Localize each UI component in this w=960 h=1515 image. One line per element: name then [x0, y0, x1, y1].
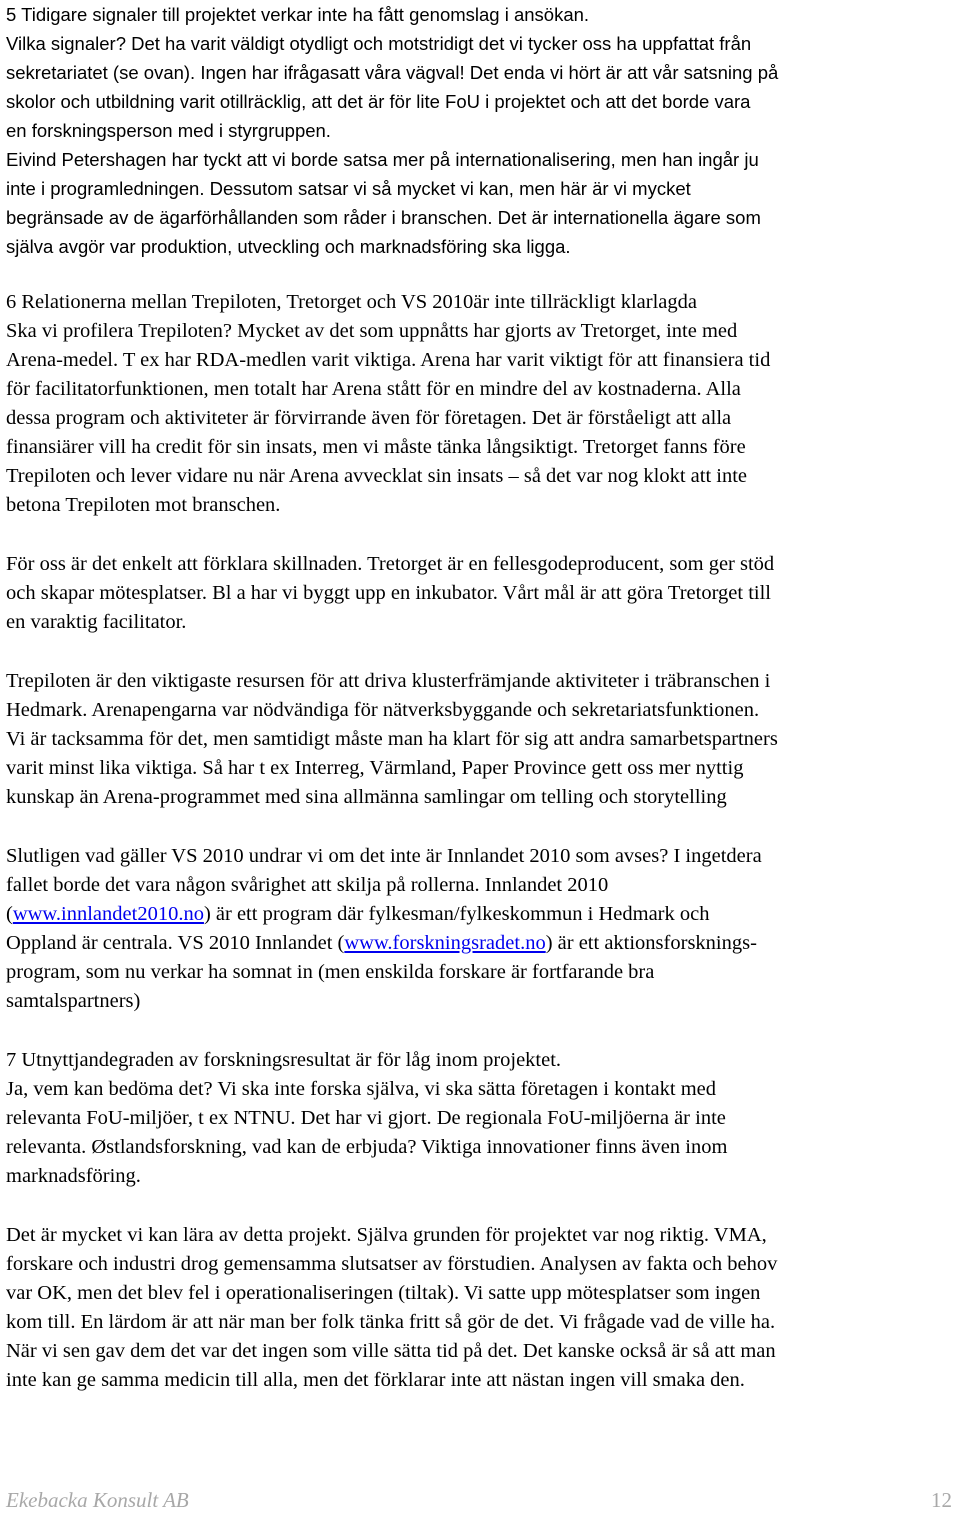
text-line: sekretariatet (se ovan). Ingen har ifrågasatt våra vägval! Det enda vi hört är att vår satsning på [6, 62, 779, 83]
text-line: Trepiloten och lever vidare nu när Arena avvecklat sin insats – så det var nog klokt att inte [6, 465, 748, 487]
text-line: varit minst lika viktiga. Så har t ex Interreg, Värmland, Paper Province gett oss mer nyttig [6, 757, 744, 779]
text-line: skolor och utbildning varit otillräcklig, att det är för lite FoU i projektet och att det borde vara [6, 91, 751, 112]
page-number: 12 [931, 1488, 952, 1512]
text-line: Eivind Petershagen har tyckt att vi borde satsa mer på internationalisering, men han ingår ju [6, 149, 759, 170]
text-line [6, 900, 709, 929]
text-fragment: Oppland är centrala. VS 2010 Innlandet ( [6, 932, 345, 954]
text-line: Hedmark. Arenapengarna var nödvändiga för nätverksbyggande och sekretariatsfunktionen. [6, 699, 760, 721]
section5-heading: 5 Tidigare signaler till projektet verkar inte ha fått genomslag i ansökan. [6, 4, 590, 25]
text-line [6, 929, 757, 958]
text-line: samtalspartners) [6, 990, 141, 1012]
text-line: För oss är det enkelt att förklara skillnaden. Tretorget är en fellesgodeproducent, som ger stöd [6, 553, 775, 575]
text-line: en varaktig facilitator. [6, 611, 187, 633]
text-line: marknadsföring. [6, 1165, 141, 1187]
text-line: relevanta FoU-miljöer, t ex NTNU. Det har vi gjort. De regionala FoU-miljöerna är inte [6, 1107, 726, 1129]
text-line: inte kan ge samma medicin till alla, men det förklarar inte att nästan ingen vill smaka den. [6, 1369, 745, 1391]
text-line: en forskningsperson med i styrgruppen. [6, 120, 331, 141]
text-line: begränsade av de ägarförhållanden som råder i branschen. Det är internationella ägare som [6, 207, 761, 228]
forskningsradet-link[interactable]: www.forskningsradet.no [344, 932, 546, 954]
text-line: dessa program och aktiviteter är förvirrande även för företagen. Det är förståeligt att alla [6, 407, 732, 429]
text-line: för facilitatorfunktionen, men totalt har Arena stått för en mindre del av kostnaderna. Alla [6, 378, 741, 400]
text-line: betona Trepiloten mot branschen. [6, 494, 281, 516]
text-line: Slutligen vad gäller VS 2010 undrar vi om det inte är Innlandet 2010 som avses? I ingetdera [6, 845, 762, 867]
text-line: forskare och industri drog gemensamma slutsatser av förstudien. Analysen av fakta och behov [6, 1253, 778, 1275]
text-line: fallet borde det vara någon svårighet att skilja på rollerna. Innlandet 2010 [6, 874, 609, 896]
text-line: Ja, vem kan bedöma det? Vi ska inte forska själva, vi ska sätta företagen i kontakt med [6, 1078, 716, 1100]
text-line: program, som nu verkar ha somnat in (men enskilda forskare är fortfarande bra [6, 961, 655, 983]
text-fragment: ) är ett aktionsforsknings- [545, 932, 757, 954]
text-line: och skapar mötesplatser. Bl a har vi byggt upp en inkubator. Vårt mål är att göra Tretorget till [6, 582, 771, 604]
section7-heading: 7 Utnyttjandegraden av forskningsresultat är för låg inom projektet. [6, 1049, 562, 1071]
text-fragment: ) är ett program där fylkesman/fylkeskommun i Hedmark och [203, 903, 710, 925]
text-line: Arena-medel. T ex har RDA-medlen varit viktiga. Arena har varit viktigt för att finansiera tid [6, 349, 771, 371]
text-fragment: ( [6, 903, 13, 925]
text-line: Ska vi profilera Trepiloten? Mycket av det som uppnåtts har gjorts av Tretorget, inte med [6, 320, 738, 342]
text-line: Vilka signaler? Det ha varit väldigt otydligt och motstridigt det vi tycker oss ha uppfattat från [6, 33, 752, 54]
text-line: var OK, men det blev fel i operationaliseringen (tiltak). Vi satte upp mötesplatser som ingen [6, 1282, 761, 1304]
text-line: själva avgör var produktion, utveckling och marknadsföring ska ligga. [6, 236, 571, 257]
text-line: inte i programledningen. Dessutom satsar vi så mycket vi kan, men här är vi mycket [6, 178, 691, 199]
section6-heading: 6 Relationerna mellan Trepiloten, Tretorget och VS 2010är inte tillräckligt klarlagda [6, 291, 697, 313]
text-line: Det är mycket vi kan lära av detta projekt. Själva grunden för projektet var nog riktig. VMA, [6, 1224, 767, 1246]
text-line: Vi är tacksamma för det, men samtidigt måste man ha klart för sig att andra samarbetspartners [6, 728, 778, 750]
text-line: relevanta. Østlandsforskning, vad kan de erbjuda? Viktiga innovationer finns även inom [6, 1136, 728, 1158]
text-line: Trepiloten är den viktigaste resursen för att driva klusterfrämjande aktiviteter i träbranschen i [6, 670, 771, 692]
text-line: kom till. En lärdom är att när man ber folk tänka fritt så gör de det. Vi frågade vad de ville ha. [6, 1311, 776, 1333]
text-line: kunskap än Arena-programmet med sina allmänna samlingar om telling och storytelling [6, 786, 727, 808]
text-line: När vi sen gav dem det var det ingen som ville sätta tid på det. Det kanske också är så att man [6, 1340, 776, 1362]
text-line: finansiärer vill ha credit för sin insats, men vi måste tänka långsiktigt. Tretorget fanns före [6, 436, 746, 458]
innlandet2010-link[interactable]: www.innlandet2010.no [12, 903, 204, 925]
footer-company: Ekebacka Konsult AB [6, 1488, 189, 1512]
